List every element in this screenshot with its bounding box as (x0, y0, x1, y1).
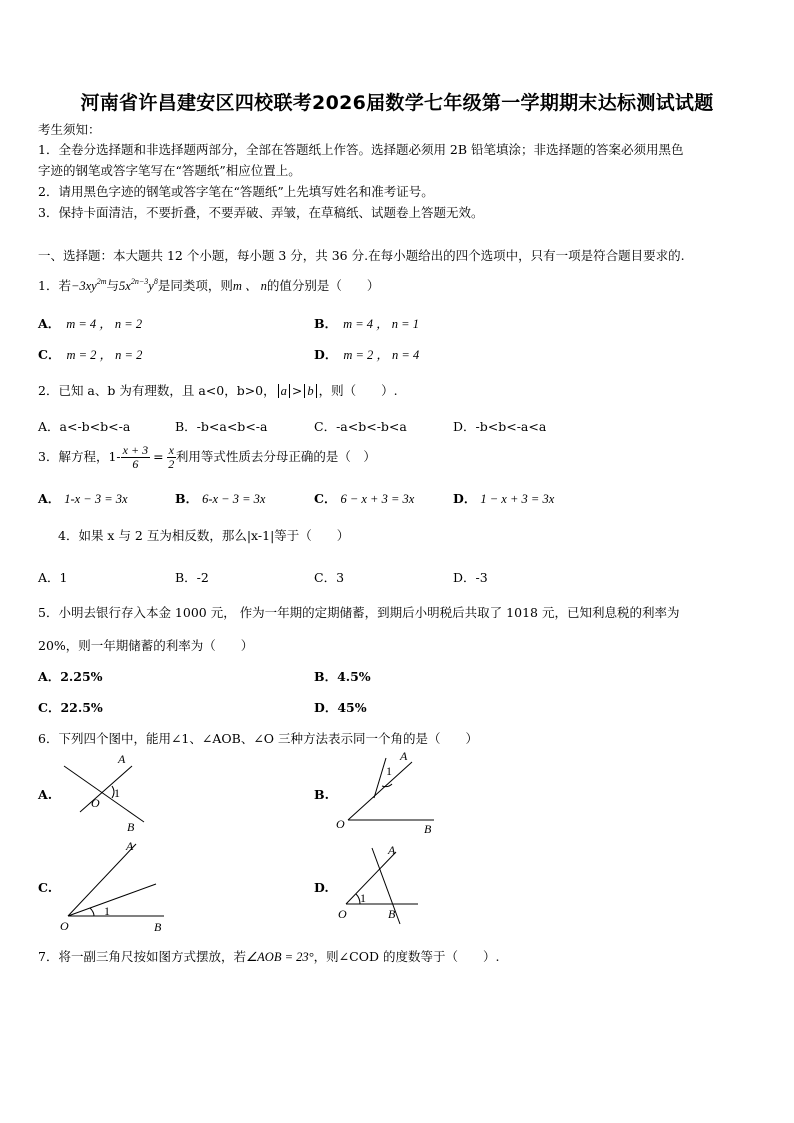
q6d-ray-oa (346, 852, 396, 904)
q1-mid: 与 (106, 278, 120, 293)
q2-option-d[interactable]: D．-b<b<-a<a (453, 419, 547, 434)
q5-option-d[interactable]: D．45% (314, 700, 367, 715)
q3-equals: = (153, 449, 164, 464)
question-4-stem: 4．如果 x 与 2 互为相反数，那么|x-1|等于（ ） (58, 528, 350, 543)
q1-term2b: y (148, 279, 154, 293)
question-2-stem (38, 381, 398, 399)
question-1-stem (38, 276, 379, 294)
q3-option-a[interactable]: A． 1-x − 3 = 3x (38, 491, 128, 506)
q2-abs-b: b (304, 384, 316, 398)
q1-tail: 的值分别是（ ） (266, 278, 380, 293)
q1-exp2: 2n−3 (130, 277, 149, 286)
q3-option-c[interactable]: C． 6 − x + 3 = 3x (314, 491, 415, 506)
q3-one: 1- (108, 449, 121, 464)
q6c-label-b: B (154, 920, 162, 934)
q6c-angle-arc (90, 908, 94, 916)
question-3-stem (38, 444, 376, 471)
q1-option-a[interactable]: A． m = 4 ， n = 2 (38, 316, 143, 331)
q6-option-a-label[interactable]: A. (38, 787, 53, 802)
q2-abs-a: a (278, 384, 290, 398)
question-7-stem (38, 947, 499, 965)
q1-vars: m 、 n (232, 279, 267, 293)
q1-term2a: 5x (119, 279, 131, 293)
q6c-label-a: A (126, 839, 134, 853)
q5-option-b[interactable]: B．4.5% (314, 669, 371, 684)
notice-line-3: 3．保持卡面清洁，不要折叠，不要弄破、弄皱，在草稿纸、试题卷上答题无效。 (38, 205, 484, 220)
notice-line-1b: 字迹的钢笔或答字笔写在“答题纸”相应位置上。 (38, 163, 301, 178)
q1-prefix: 1．若 (38, 278, 71, 293)
notice-line-2: 2．请用黑色字迹的钢笔或答字笔在“答题纸”上先填写姓名和准考证号。 (38, 184, 434, 199)
q6a-label-b: B (127, 820, 135, 834)
q6d-label-b: B (388, 907, 396, 921)
q1-option-d[interactable]: D． m = 2 ， n = 4 (314, 347, 420, 362)
notice-line-1a: 1．全卷分选择题和非选择题两部分，全部在答题纸上作答。选择题必须用 2B 铅笔填涂；非选择题的答案必须用黑色 (38, 142, 684, 157)
q6a-label-1: 1 (114, 786, 120, 800)
q6d-label-a: A (388, 843, 396, 857)
q6b-label-b: B (424, 822, 432, 836)
q4-option-d[interactable]: D．-3 (453, 570, 488, 585)
q3-fraction-2: $\frac{x}{2}$ (168, 443, 175, 471)
q6b-label-1: 1 (386, 764, 392, 778)
section-heading: 一、选择题：本大题共 12 个小题，每小题 3 分，共 36 分.在每小题给出的四个选项中，只有一项是符合题目要求的. (38, 248, 685, 263)
q6c-label-1: 1 (104, 904, 110, 918)
q6d-label-1: 1 (360, 891, 366, 905)
q6-option-b-label[interactable]: B. (314, 787, 329, 802)
q6c-ray-middle (68, 884, 156, 916)
q6b-label-o: O (336, 817, 345, 831)
q3-fraction-1: $\frac{x + 3}{6}$ (122, 443, 149, 471)
q3-option-b[interactable]: B． 6-x − 3 = 3x (175, 491, 266, 506)
q2-option-b[interactable]: B．-b<a<b<-a (175, 419, 268, 434)
q7-prefix: 7．将一副三角尺按如图方式摆放，若 (38, 949, 246, 964)
question-6-stem: 6．下列四个图中，能用∠1、∠AOB、∠O 三种方法表示同一个角的是（ ） (38, 731, 479, 746)
q6a-label-a: A (118, 752, 126, 766)
q6a-label-o: O (91, 796, 100, 810)
q6-option-c-label[interactable]: C. (38, 880, 53, 895)
q6-figure-d[interactable] (334, 838, 434, 930)
page-title: 河南省许昌建安区四校联考2026届数学七年级第一学期期末达标测试试题 (80, 92, 714, 114)
q6c-label-o: O (60, 919, 69, 933)
question-5-line-2: 20%，则一年期储蓄的利率为（ ） (38, 638, 254, 653)
q1-exp1: 2m (96, 277, 107, 286)
q2-option-a[interactable]: A．a<-b<b<-a (38, 419, 131, 434)
q1-suffix: 是同类项，则 (157, 278, 233, 293)
q6a-line-ob (64, 766, 144, 822)
q1-option-c[interactable]: C． m = 2 ， n = 2 (38, 347, 143, 362)
question-5-line-1: 5．小明去银行存入本金 1000 元， 作为一年期的定期储蓄，到期后小明税后共取了 1018 元，已知利息税的利率为 (38, 605, 680, 620)
q7-tail: ，则∠COD 的度数等于（ ）. (313, 949, 500, 964)
q2-option-c[interactable]: C．-a<b<-b<a (314, 419, 407, 434)
q6-option-d-label[interactable]: D. (314, 880, 329, 895)
notice-heading: 考生须知： (38, 122, 101, 137)
q3-option-d[interactable]: D． 1 − x + 3 = 3x (453, 491, 555, 506)
q5-option-c[interactable]: C．22.5% (38, 700, 103, 715)
q6a-line-oa (80, 766, 132, 812)
q6-figure-b[interactable] (334, 748, 444, 838)
q7-condition: ∠AOB = 23° (245, 950, 314, 964)
q1-option-b[interactable]: B． m = 4 ， n = 1 (314, 316, 419, 331)
q6b-label-a: A (400, 749, 408, 763)
q3-prefix: 3．解方程， (38, 449, 109, 464)
q5-option-a[interactable]: A．2.25% (38, 669, 103, 684)
q4-option-a[interactable]: A．1 (38, 570, 68, 585)
q6b-ray-oa (348, 762, 412, 820)
q3-tail: 利用等式性质去分母正确的是（ ） (175, 449, 376, 464)
q6d-crossing-line (372, 848, 400, 924)
q6-figure-a[interactable] (58, 752, 158, 834)
q6-figure-c[interactable] (56, 838, 168, 934)
q6c-ray-oa (68, 844, 136, 916)
q4-option-b[interactable]: B．-2 (175, 570, 209, 585)
q2-prefix: 2．已知 a、b 为有理数，且 a<0，b>0， (38, 383, 276, 398)
q6b-ray-extra (374, 758, 386, 798)
q4-option-c[interactable]: C．3 (314, 570, 345, 585)
q2-tail: ，则（ ）. (318, 383, 398, 398)
q1-term1: −3xy (70, 279, 97, 293)
q1-exp3: 8 (153, 277, 158, 286)
q6d-label-o: O (338, 907, 347, 921)
q2-gt: > (291, 383, 303, 398)
